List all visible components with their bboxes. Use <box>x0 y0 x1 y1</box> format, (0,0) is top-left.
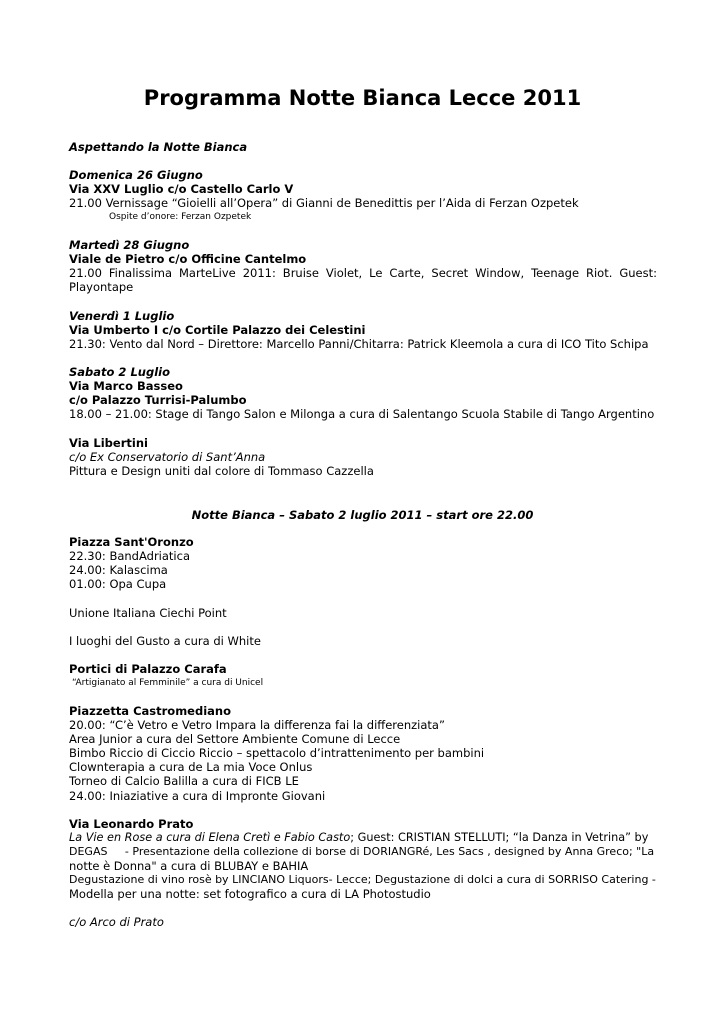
event-text: Torneo di Calcio Balilla a cura di FICB LE <box>69 774 299 788</box>
event-text: 21.00 Vernissage “Gioielli all’Opera” di Gianni de Benedittis per l’Aida di Ferzan Ozpetek <box>69 196 579 210</box>
event-date: Sabato 2 Luglio <box>69 365 170 379</box>
event-date: Martedì 28 Giugno <box>69 238 190 252</box>
event-place: Via Libertini <box>69 436 148 450</box>
event-place: Piazzetta Castromediano <box>69 704 231 718</box>
event-text: 20.00: “C’è Vetro e Vetro Impara la differenza fai la differenziata” <box>69 718 445 732</box>
event-text: Area Junior a cura del Settore Ambiente Comune di Lecce <box>69 732 401 746</box>
event-text: Pittura e Design uniti dal colore di Tommaso Cazzella <box>69 464 374 478</box>
event-text: Unione Italiana Ciechi Point <box>69 606 227 620</box>
section-heading-pre: Aspettando la Notte Bianca <box>69 140 248 154</box>
event-place: Via Umberto I c/o Cortile Palazzo dei Celestini <box>69 323 366 337</box>
event-text-rest: ; Guest: CRISTIAN STELLUTI; “la Danza in Vetrina” by <box>350 831 649 844</box>
event-place: Via XXV Luglio c/o Castello Carlo V <box>69 182 294 196</box>
event-place: Via Leonardo Prato <box>69 817 194 831</box>
event-text: I luoghi del Gusto a cura di White <box>69 634 261 648</box>
event-text: 24.00: Iniaziative a cura di Impronte Giovani <box>69 789 326 803</box>
event-text: 18.00 – 21.00: Stage di Tango Salon e Milonga a cura di Salentango Scuola Stabile di Tango Argentino <box>69 407 655 421</box>
event-text: Clownterapia a cura de La mia Voce Onlus <box>69 760 313 774</box>
event-text: 21.00 Finalissima MarteLive 2011: Bruise Violet, Le Carte, Secret Window, Teenage Riot. Guest: <box>69 266 657 280</box>
event-guest: Ospite d’onore: Ferzan Ozpetek <box>109 212 252 222</box>
event-place: c/o Palazzo Turrisi-Palumbo <box>69 393 247 407</box>
event-text: 24.00: Kalascima <box>69 563 168 577</box>
event-subplace: c/o Ex Conservatorio di Sant’Anna <box>69 450 266 464</box>
section-heading-night: Notte Bianca – Sabato 2 luglio 2011 – start ore 22.00 <box>191 508 534 522</box>
event-date: Venerdì 1 Luglio <box>69 309 175 323</box>
event-place: Portici di Palazzo Carafa <box>69 662 227 676</box>
event-text: “Artigianato al Femminile” a cura di Unicel <box>72 678 264 688</box>
event-place: Via Marco Basseo <box>69 379 183 393</box>
event-place: Viale de Pietro c/o Officine Cantelmo <box>69 252 307 266</box>
event-text: Bimbo Riccio di Ciccio Riccio – spettacolo d’intrattenimento per bambini <box>69 746 485 760</box>
event-place: Piazza Sant'Oronzo <box>69 535 194 549</box>
event-text <box>69 831 657 845</box>
event-title: La Vie en Rose a cura di Elena Cretì e Fabio Casto <box>69 831 351 844</box>
event-text: Playontape <box>69 280 134 294</box>
event-text: Modella per una notte: set fotografico a cura di LA Photostudio <box>69 887 431 901</box>
event-text: 22.30: BandAdriatica <box>69 549 190 563</box>
event-text: Degustazione di vino rosè by LINCIANO Liquors- Lecce; Degustazione di dolci a cura di SORRISO Catering - <box>69 873 656 886</box>
event-subplace: c/o Arco di Prato <box>69 915 164 929</box>
event-text: notte è Donna" a cura di BLUBAY e BAHIA <box>69 859 309 873</box>
event-text: 01.00: Opa Cupa <box>69 577 167 591</box>
event-text: 21.30: Vento dal Nord – Direttore: Marcello Panni/Chitarra: Patrick Kleemola a cura di ICO Tito Schipa <box>69 337 649 351</box>
event-date: Domenica 26 Giugno <box>69 168 203 182</box>
page-title: Programma Notte Bianca Lecce 2011 <box>143 86 582 110</box>
event-text: DEGAS - Presentazione della collezione di borse di DORIANGRé, Les Sacs , designed by Anna Greco; "La <box>69 845 655 858</box>
